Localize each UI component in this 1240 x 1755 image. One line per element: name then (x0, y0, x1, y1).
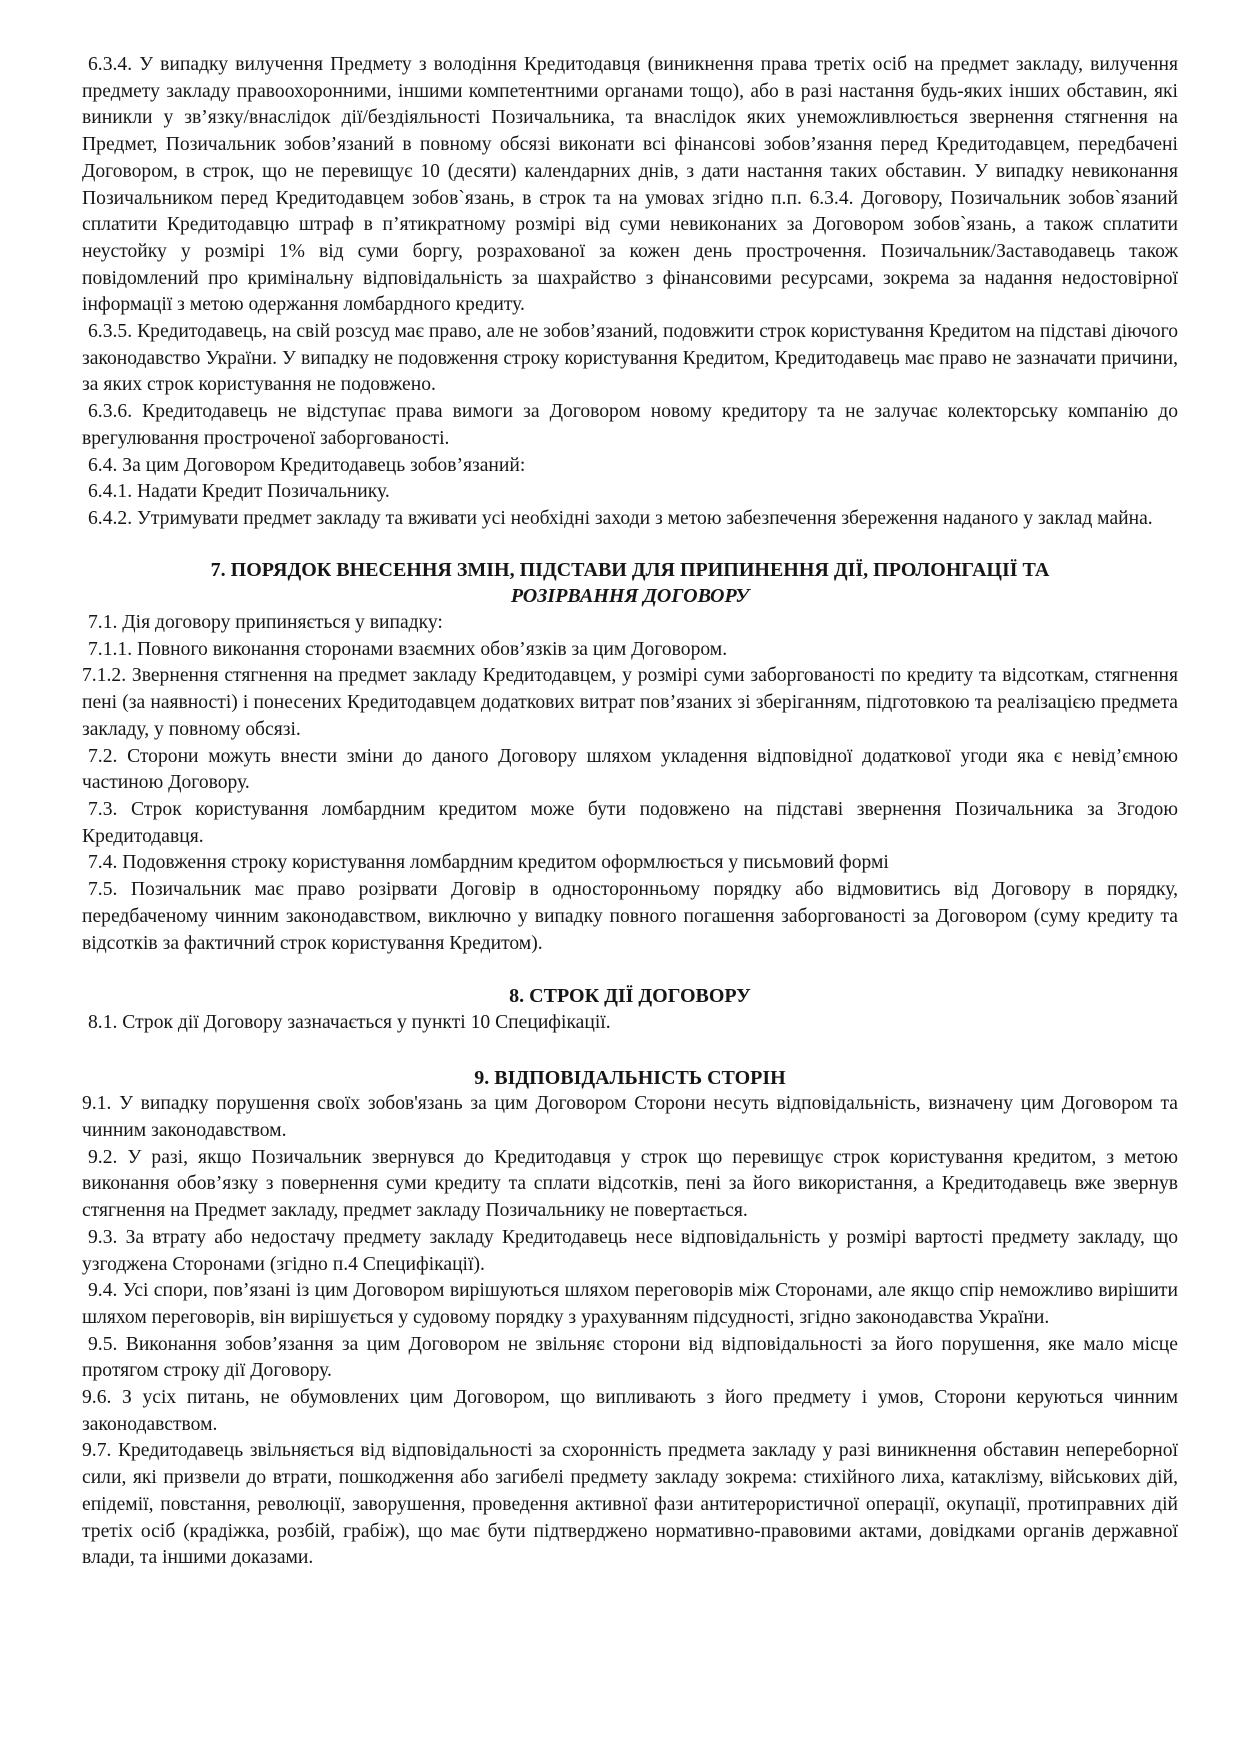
clause-9-1: 9.1. У випадку порушення своїх зобов'язань за цим Договором Сторони несуть відповідальність, визначену цим Договором та чинним законодавством. (82, 1093, 1178, 1142)
clause-7-5: 7.5. Позичальник має право розірвати Договір в односторонньому порядку або відмовитись від Договору в порядку, передбаченому чинним законодавством, виключно у випадку повного погашення заборгованості за Договором (суму кредиту та відсотків за фактичний строк користування Кредитом). (82, 879, 1178, 954)
clause-6-4: 6.4. За цим Договором Кредитодавець зобов’язаний: (88, 454, 526, 476)
clause-7-1: 7.1. Дія договору припиняється у випадку: (88, 612, 443, 634)
clause-6-4-2: 6.4.2. Утримувати предмет закладу та вживати усі необхідні заходи з метою забезпечення збереження наданого у заклад майна. (88, 507, 1153, 529)
section-9-heading: 9. ВІДПОВІДАЛЬНІСТЬ СТОРІН (474, 1066, 786, 1089)
section-8-heading: 8. СТРОК ДІЇ ДОГОВОРУ (509, 985, 751, 1008)
clause-7-3: 7.3. Строк користування ломбардним кредитом може бути подовжено на підставі звернення Позичальника за Згодою Кредитодавця. (82, 798, 1178, 847)
section-7-heading-line-2: РОЗІРВАННЯ ДОГОВОРУ (510, 585, 750, 608)
clause-7-2: 7.2. Сторони можуть внести зміни до даного Договору шляхом укладення відповідної додаткової угоди яка є невід’ємною частиною Договору. (82, 745, 1178, 794)
section-7-heading-line-1: 7. ПОРЯДОК ВНЕСЕННЯ ЗМІН, ПІДСТАВИ ДЛЯ ПРИПИНЕННЯ ДІЇ, ПРОЛОНГАЦІЇ ТА (210, 558, 1050, 581)
clause-6-3-4: 6.3.4. У випадку вилучення Предмету з володіння Кредитодавця (виникнення права третіх осіб на предмет закладу, вилучення предмету закладу правоохоронними, іншими компетентними органами тощо), або в разі настання будь-яких інших обставин, які виникли у зв’язку/внаслідок дії/бездіяльності Позичальника, та внаслідок яких унеможливлюється звернення стягнення на Предмет, Позичальник зобов’язаний в повному обсязі виконати всі фінансові зобов’язання перед Кредитодавцем, передбачені Договором, в строк, що не перевищує 10 (десяти) календарних днів, з дати настання таких обставин. У випадку невиконання Позичальником перед Кредитодавцем зобов`язань, в строк та на умовах згідно п.п. 6.3.4. Договору, Позичальник зобов`язаний сплатити Кредитодавцю штраф в п’ятикратному розмірі від суми невиконаних за Договором зобов`язань, а також сплатити неустойку у розмірі 1% від суми боргу, розрахованої за кожен день прострочення. Позичальник/Заставодавець також повідомлений про кримінальну відповідальність за шахрайство з фінансовими ресурсами, зокрема за надання недостовірної інформації з метою одержання ломбардного кредиту. (82, 54, 1178, 316)
clause-9-5: 9.5. Виконання зобов’язання за цим Договором не звільняє сторони від відповідальності за його порушення, яке мало місце протягом строку дії Договору. (82, 1333, 1178, 1382)
clause-7-1-1: 7.1.1. Повного виконання сторонами взаємних обов’язків за цим Договором. (88, 638, 728, 660)
clause-6-3-5: 6.3.5. Кредитодавець, на свій розсуд має право, але не зобов’язаний, подовжити строк користування Кредитом на підставі діючого законодавство України. У випадку не подовження строку користування Кредитом, Кредитодавець має право не зазначати причини, за яких строк користування не подовжено. (82, 321, 1178, 396)
clause-8-1: 8.1. Строк дії Договору зазначається у пункті 10 Специфікації. (88, 1011, 611, 1033)
section-7-heading (82, 557, 1178, 610)
clause-6-4-1: 6.4.1. Надати Кредит Позичальнику. (88, 481, 390, 503)
clause-9-2: 9.2. У разі, якщо Позичальник звернувся до Кредитодавця у строк що перевищує строк користування кредитом, з метою виконання обов’язку з повернення суми кредиту та сплати відсотків, пені за його використання, а Кредитодавець вже звернув стягнення на Предмет закладу, предмет закладу Позичальнику не повертається. (82, 1146, 1178, 1222)
clause-6-3-6: 6.3.6. Кредитодавець не відступає права вимоги за Договором новому кредитору та не залучає колекторську компанію до врегулювання простроченої заборгованості. (82, 401, 1178, 449)
clause-9-6: 9.6. З усіх питань, не обумовлених цим Договором, що випливають з його предмету і умов, Сторони керуються чинним законодавством. (82, 1387, 1178, 1435)
document-body (82, 52, 1178, 1572)
clause-9-7: 9.7. Кредитодавець звільняється від відповідальності за схоронність предмета закладу у разі виникнення обставин непереборної сили, які призвели до втрати, пошкодження або загибелі предмету закладу зокрема: стихійного лиха, катаклізму, військових дій, епідемії, повстання, революції, заворушення, проведення активної фази антитерористичної операції, окупації, протиправних дій третіх осіб (крадіжка, розбій, грабіж), що має бути підтверджено нормативно-правовими актами, довідками органів державної влади, та іншими доказами. (82, 1440, 1178, 1569)
clause-9-3: 9.3. За втрату або недостачу предмету закладу Кредитодавець несе відповідальність у розмірі вартості предмету закладу, що узгоджена Сторонами (згідно п.4 Специфікації). (82, 1226, 1178, 1275)
clause-9-4: 9.4. Усі спори, пов’язані із цим Договором вирішуються шляхом переговорів між Сторонами, але якщо спір неможливо вирішити шляхом переговорів, він вирішується у судовому порядку з урахуванням підсудності, згідно законодавства України. (82, 1280, 1178, 1328)
clause-7-4: 7.4. Подовження строку користування ломбардним кредитом оформлюється у письмовий формі (88, 852, 889, 874)
clause-7-1-2: 7.1.2. Звернення стягнення на предмет закладу Кредитодавцем, у розмірі суми заборгованості по кредиту та відсоткам, стягнення пені (за наявності) і понесених Кредитодавцем додаткових витрат пов’язаних зі зберіганням, підготовкою та реалізацією предмета закладу, у повному обсязі. (82, 665, 1178, 740)
